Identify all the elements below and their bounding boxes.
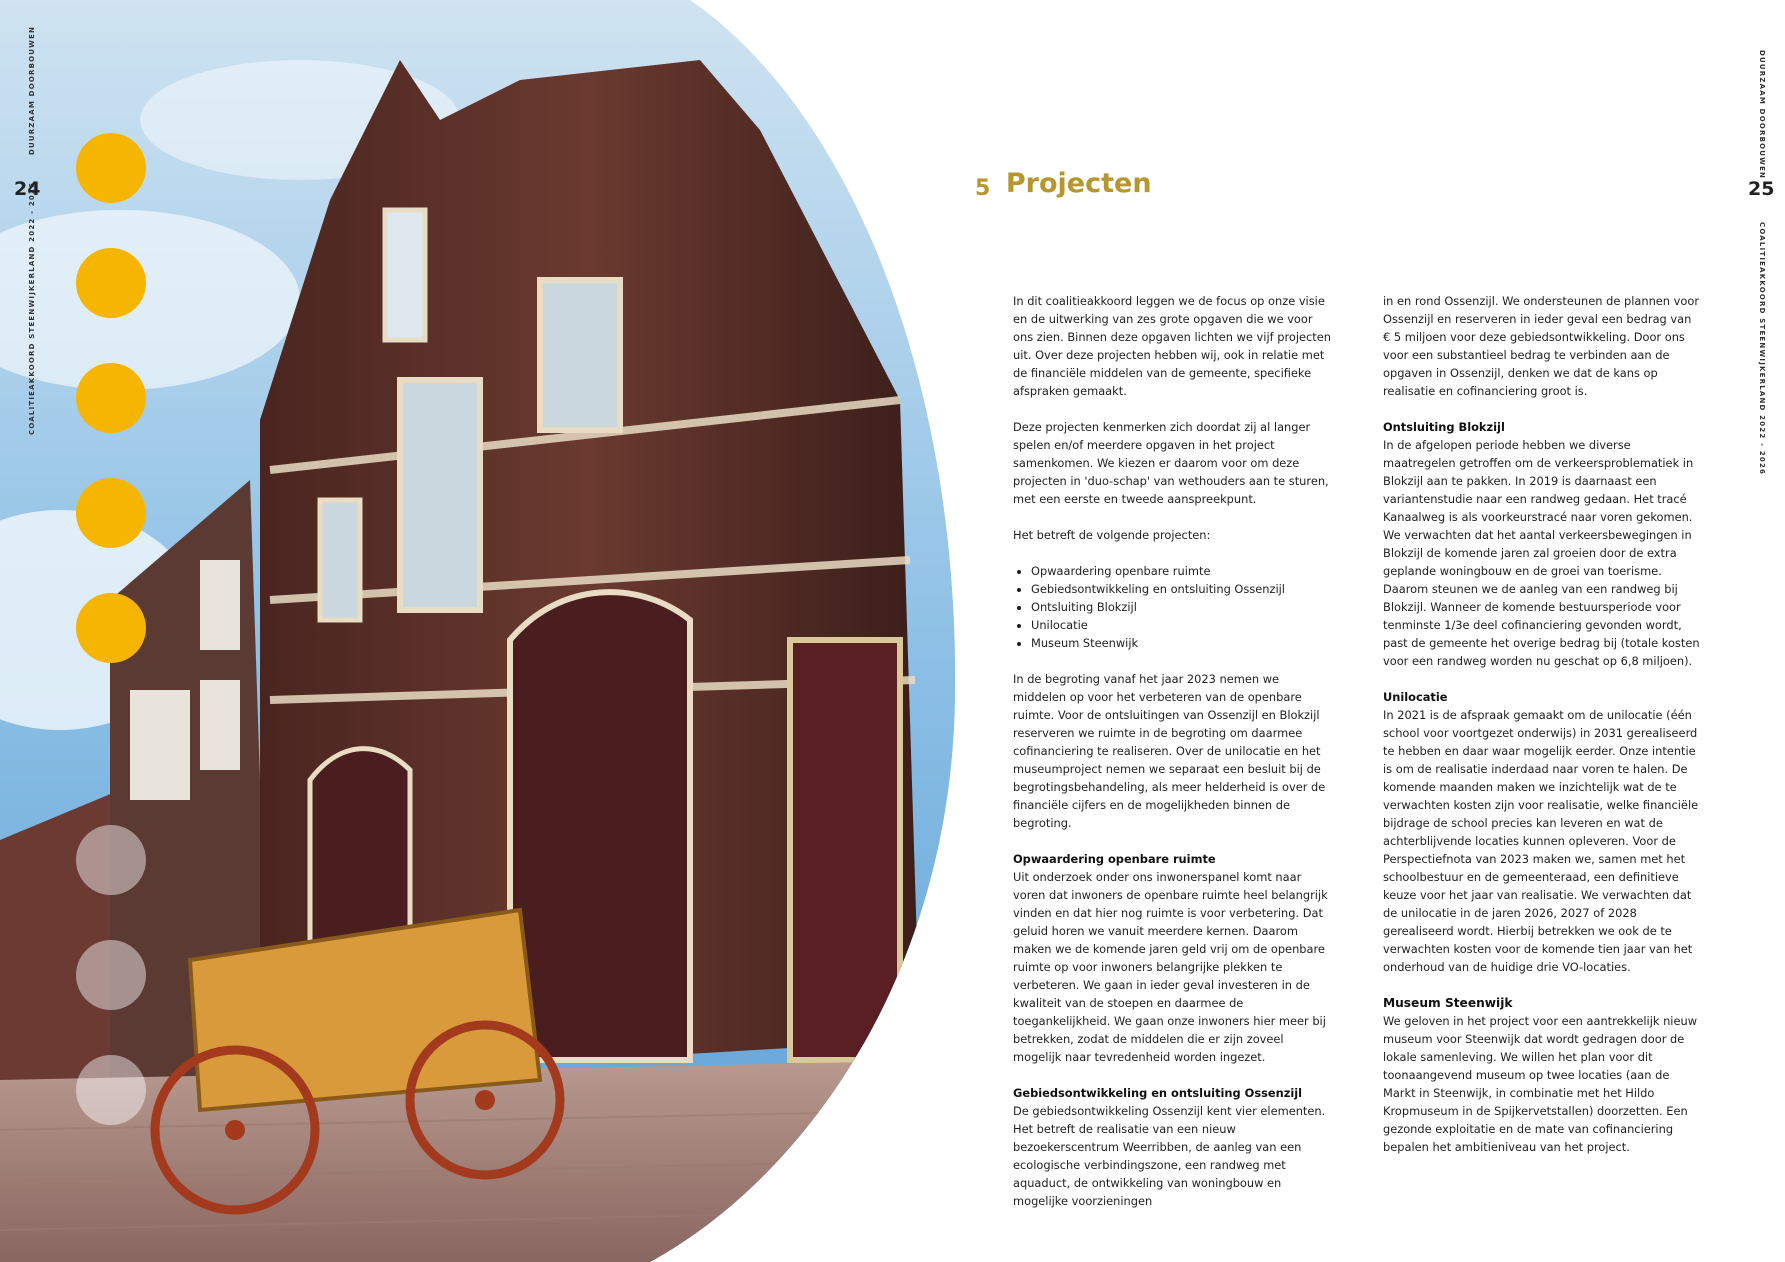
section-heading: Gebiedsontwikkeling en ontsluiting Ossenzijl <box>1013 1086 1303 1100</box>
dot-2 <box>76 248 146 318</box>
paragraph: Het betreft de volgende projecten: <box>1013 528 1211 542</box>
list-item: • Unilocatie <box>1031 616 1331 634</box>
chapter-number: 5 <box>975 176 991 201</box>
paragraph: In de begroting vanaf het jaar 2023 nemen we middelen op voor het verbeteren van de openbare ruimte. Voor de ontsluitingen van Ossenzijl en Blokzijl reserveren we ruimte in de begroting om daarmee cofinanciering te realiseren. Over de unilocatie en het museumproject nemen we separaat een besluit bij de begrotingsbehandeling, als meer helderheid is over de financiële cijfers en de mogelijkheden binnen de begroting. <box>1013 672 1326 830</box>
section-heading: Unilocatie <box>1383 690 1448 704</box>
page-number-left: 24 <box>14 178 41 200</box>
paragraph: We geloven in het project voor een aantrekkelijk nieuw museum voor Steenwijk dat wordt gedragen door de lokale samenleving. We willen het plan voor dit toonaangevend museum op twee locaties (aan de Markt in Steenwijk, in combinatie met het Hildo Kropmuseum in de Spijkervetstallen) doorzetten. Een gezonde exploitatie en de mate van cofinanciering bepalen het ambitieniveau van het project. <box>1383 1014 1698 1154</box>
side-label-top: DUURZAAM DOORBOUWEN <box>1758 50 1766 180</box>
page-number-right: 25 <box>1748 178 1775 200</box>
section-heading: Opwaardering openbare ruimte <box>1013 852 1216 866</box>
side-label-bottom: COALITIEAKKOORD STEENWIJKERLAND 2022 - 2026 <box>1758 222 1766 476</box>
dot-7 <box>76 940 146 1010</box>
section-heading: Museum Steenwijk <box>1383 996 1513 1010</box>
paragraph: In 2021 is de afspraak gemaakt om de unilocatie (één school voor voortgezet onderwijs) in 2031 gerealiseerd te hebben en daar waar mogelijk eerder. Onze intentie is om de realisatie inderdaad naar voren te halen. De komende maanden maken we inzichtelijk wat de te verwachten kosten zijn voor realisatie, welke financiële bijdrage de school precies kan leveren en wat de achterblijvende locaties kunnen opleveren. Voor de Perspectiefnota van 2023 maken we, samen met het schoolbestuur en de gemeenteraad, een definitieve keuze voor het jaar van realisatie. We verwachten dat de unilocatie in de jaren 2026, 2027 of 2028 gerealiseerd wordt. Hierbij betrekken we ook de te verwachten kosten voor de komende tien jaar van het onderhoud van de huidige drie VO-locaties. <box>1383 708 1699 974</box>
side-tab-right <box>1752 40 1782 476</box>
chapter-title: Projecten <box>1005 168 1152 199</box>
section-heading: Ontsluiting Blokzijl <box>1383 420 1505 434</box>
list-item: • Gebiedsontwikkeling en ontsluiting Ossenzijl <box>1031 580 1331 598</box>
paragraph: in en rond Ossenzijl. We ondersteunen de plannen voor Ossenzijl en reserveren in ieder geval een bedrag van € 5 miljoen voor deze gebiedsontwikkeling. Door ons voor een substantieel bedrag te verbinden aan de opgaven in Ossenzijl, denken we dat de kans op realisatie en cofinanciering groot is. <box>1383 294 1700 398</box>
chapter-heading <box>975 168 1152 201</box>
side-label-top: DUURZAAM DOORBOUWEN <box>28 25 36 155</box>
dot-5 <box>76 593 146 663</box>
paragraph: In dit coalitieakkoord leggen we de focus op onze visie en de uitwerking van zes grote opgaven die we voor ons zien. Binnen deze opgaven lichten we vijf projecten uit. Over deze projecten hebben wij, ook in relatie met de financiële middelen van de gemeente, specifieke afspraken gemaakt. <box>1013 294 1331 398</box>
paragraph: De gebiedsontwikkeling Ossenzijl kent vier elementen. Het betreft de realisatie van een nieuw bezoekerscentrum Weerribben, de aanleg van een ecologische verbindingszone, een randweg met aquaduct, de ontwikkeling van woningbouw en mogelijke voorzieningen <box>1013 1104 1326 1208</box>
dot-1 <box>76 133 146 203</box>
side-label-bottom: COALITIEAKKOORD STEENWIJKERLAND 2022 - 2026 <box>28 181 36 435</box>
dot-3 <box>76 363 146 433</box>
project-list <box>1013 562 1331 652</box>
dot-6 <box>76 825 146 895</box>
text-column-2 <box>1383 292 1701 1174</box>
paragraph: Deze projecten kenmerken zich doordat zij al langer spelen en/of meerdere opgaven in het project samenkomen. We kiezen er daarom voor om deze projecten in 'duo-schap' van wethouders aan te sturen, met een eerste en tweede aanspreekpunt. <box>1013 420 1329 506</box>
side-tab-left <box>10 25 40 440</box>
dot-8 <box>76 1055 146 1125</box>
paragraph: Uit onderzoek onder ons inwonerspanel komt naar voren dat inwoners de openbare ruimte heel belangrijk vinden en dat hier nog ruimte is voor verbetering. Dat geluid horen we vanuit meerdere kernen. Daarom maken we de komende jaren geld vrij om de openbare ruimte op voor inwoners belangrijke plekken te verbeteren. We gaan in ieder geval investeren in de kwaliteit van de stoepen en daarmee de toegankelijkheid. We gaan onze inwoners hier meer bij betrekken, zodat de middelen die er zijn zoveel mogelijk naar tevredenheid worden ingezet. <box>1013 870 1328 1064</box>
paragraph: In de afgelopen periode hebben we diverse maatregelen getroffen om de verkeersproblematiek in Blokzijl aan te pakken. In 2019 is daarnaast een variantenstudie naar een randweg gedaan. Het tracé Kanaalweg is als voorkeurstracé naar voren gekomen. We verwachten dat het aantal verkeersbewegingen in Blokzijl de komende jaren zal groeien door de extra geplande woningbouw en de groei van toerisme. Daarom steunen we de aanleg van een randweg bij Blokzijl. Wanneer de komende bestuursperiode voor tenminste 1/3e deel cofinanciering gevonden wordt, past de gemeente het overige bedrag bij (totale kosten voor een randweg worden nu geschat op 6,8 miljoen). <box>1383 438 1700 668</box>
dot-4 <box>76 478 146 548</box>
text-column-1 <box>1013 292 1331 1228</box>
list-item: • Museum Steenwijk <box>1031 634 1331 652</box>
list-item: • Opwaardering openbare ruimte <box>1031 562 1331 580</box>
list-item: • Ontsluiting Blokzijl <box>1031 598 1331 616</box>
